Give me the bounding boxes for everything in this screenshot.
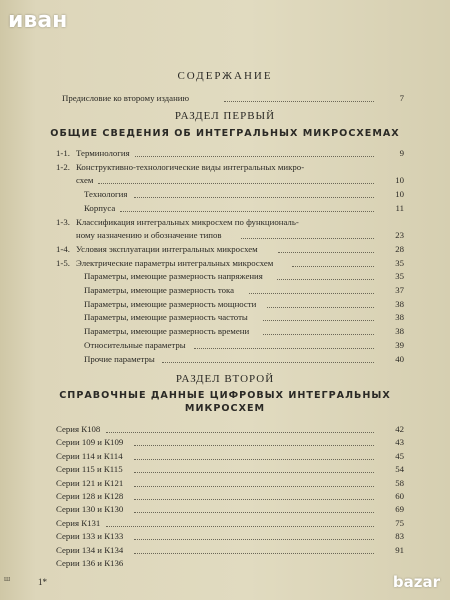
entry-page-number: 38 (395, 326, 404, 337)
toc-entry (56, 257, 404, 269)
toc-entry (56, 202, 404, 214)
leader-dots (134, 538, 374, 540)
toc-entry (56, 147, 404, 159)
entry-text: Корпуса (84, 202, 116, 213)
entry-text: Электрические параметры интегральных микросхем (76, 257, 274, 268)
leader-dots (120, 210, 374, 212)
entry-text: ному назначению и обозначение типов (76, 230, 222, 241)
entry-page-number: 54 (395, 464, 404, 475)
series-entry (56, 450, 404, 462)
leader-dots (224, 100, 374, 102)
series-entry (56, 544, 404, 556)
entry-page-number: 39 (395, 339, 404, 350)
toc-entry (56, 284, 404, 296)
leader-dots (134, 498, 374, 500)
entry-number: 1-3. (56, 216, 70, 227)
leader-dots (134, 485, 374, 487)
toc-entry (56, 243, 404, 255)
leader-dots (278, 251, 374, 253)
toc-entry (56, 298, 404, 310)
entry-page-number: 28 (395, 243, 404, 254)
watermark-username: иван (8, 8, 68, 33)
section2-title: РАЗДЕЛ ВТОРОЙ (175, 373, 275, 385)
leader-dots (106, 431, 374, 433)
entry-text: Параметры, имеющие размерность тока (84, 285, 235, 295)
entry-page-number: 10 (395, 189, 404, 200)
leader-dots (134, 196, 374, 198)
entry-page-number: 23 (395, 230, 404, 241)
entry-page-number: 60 (395, 491, 404, 501)
entry-text: Серии 109 и К109 (56, 437, 124, 448)
leader-dots (162, 361, 374, 363)
entry-text: Прочие параметры (84, 353, 155, 364)
entry-page-number: 83 (395, 531, 404, 542)
preface-page: 7 (399, 93, 404, 103)
entry-text: Параметры, имеющие размерность напряжения (84, 271, 263, 282)
entry-page-number: 42 (395, 424, 404, 434)
entry-text: схем (76, 175, 94, 186)
entry-text: Классификация интегральных микросхем по функциональ- (76, 216, 299, 227)
leader-dots (135, 155, 374, 157)
entry-page-number: 69 (395, 504, 404, 515)
entry-page-number: 45 (395, 450, 404, 461)
leader-dots (134, 444, 374, 446)
entry-page-number: 37 (395, 285, 404, 295)
section2-subtitle-line2: МИКРОСХЕМ (184, 403, 266, 414)
entry-text: Серии 134 и К134 (56, 544, 124, 555)
leader-dots (267, 306, 374, 308)
entry-text: Параметры, имеющие размерность частоты (84, 312, 248, 323)
toc-entry (56, 161, 404, 173)
leader-dots (263, 333, 374, 335)
entry-page-number: 40 (395, 353, 404, 364)
entry-number: 1-2. (56, 161, 70, 172)
entry-text: Серии 115 и К115 (56, 464, 123, 475)
entry-text: Серии 114 и К114 (56, 450, 123, 461)
leader-dots (106, 525, 374, 527)
leader-dots (134, 552, 374, 554)
entry-text: Серии 136 и К136 (56, 558, 124, 568)
toc-entry (56, 325, 404, 337)
entry-number: 1-4. (56, 243, 70, 254)
entry-page-number: 38 (395, 298, 404, 309)
bazar-logo: bazar (392, 573, 440, 591)
entry-text: Относительные параметры (84, 339, 186, 350)
series-entry (56, 436, 404, 448)
signature-mark: 1* (38, 577, 47, 587)
series-entry (56, 490, 404, 502)
series-entry (56, 557, 404, 569)
entry-text: Технология (84, 189, 128, 200)
entry-page-number: 11 (395, 202, 404, 213)
section1-subtitle: ОБЩИЕ СВЕДЕНИЯ ОБ ИНТЕГРАЛЬНЫХ МИКРОСХЕМАХ (50, 128, 400, 139)
entry-text: Серия К108 (56, 424, 101, 434)
entry-text: Серии 133 и К133 (56, 531, 124, 542)
leader-dots (134, 458, 374, 460)
toc-entry (56, 353, 404, 365)
series-entry (56, 463, 404, 475)
preface-text: Предисловие ко второму изданию (62, 93, 190, 103)
leader-dots (292, 265, 374, 267)
entry-page-number: 58 (395, 477, 404, 488)
toc-entry (56, 229, 404, 241)
leader-dots (241, 237, 374, 239)
entry-page-number: 35 (395, 271, 404, 282)
leader-dots (263, 319, 374, 321)
leader-dots (134, 511, 374, 513)
leader-dots (194, 347, 374, 349)
entry-page-number: 75 (395, 517, 404, 528)
toc-entry (56, 339, 404, 351)
entry-number: 1-1. (56, 148, 70, 158)
preface-row (62, 92, 404, 104)
entry-text: Конструктивно-технологические виды интегральных микро- (76, 161, 305, 172)
leader-dots (134, 471, 374, 473)
entry-text: Условия эксплуатации интегральных микросхем (76, 243, 258, 254)
toc-entry (56, 270, 404, 282)
entry-page-number: 91 (395, 544, 404, 555)
margin-mark: ш (4, 574, 11, 583)
series-entry (56, 477, 404, 489)
entry-page-number: 9 (399, 148, 404, 158)
series-entry (56, 503, 404, 515)
entry-text: Серии 121 и К121 (56, 477, 124, 488)
entry-page-number: 10 (395, 175, 404, 186)
series-entry (56, 530, 404, 542)
toc-entry (56, 174, 404, 186)
entry-number: 1-5. (56, 257, 70, 268)
entry-text: Серия К131 (56, 517, 101, 528)
entry-text: Параметры, имеющие размерность мощности (84, 298, 257, 309)
entry-text: Терминология (76, 148, 130, 158)
section1-title: РАЗДЕЛ ПЕРВЫЙ (174, 110, 276, 122)
toc-entry (56, 216, 404, 228)
toc-entry (56, 188, 404, 200)
leader-dots (277, 278, 374, 280)
entry-page-number: 35 (395, 257, 404, 268)
entry-text: Серии 130 и К130 (56, 504, 124, 515)
toc-entry (56, 311, 404, 323)
entry-page-number: 43 (395, 437, 404, 448)
section2-subtitle-line1: СПРАВОЧНЫЕ ДАННЫЕ ЦИФРОВЫХ ИНТЕГРАЛЬНЫХ (59, 390, 391, 401)
series-entry (56, 423, 404, 435)
contents-title: СОДЕРЖАНИЕ (177, 70, 273, 82)
entry-text: Параметры, имеющие размерность времени (84, 326, 250, 337)
leader-dots (98, 182, 374, 184)
leader-dots (249, 292, 374, 294)
entry-page-number: 38 (395, 312, 404, 323)
series-entry (56, 517, 404, 529)
entry-text: Серии 128 и К128 (56, 491, 124, 501)
